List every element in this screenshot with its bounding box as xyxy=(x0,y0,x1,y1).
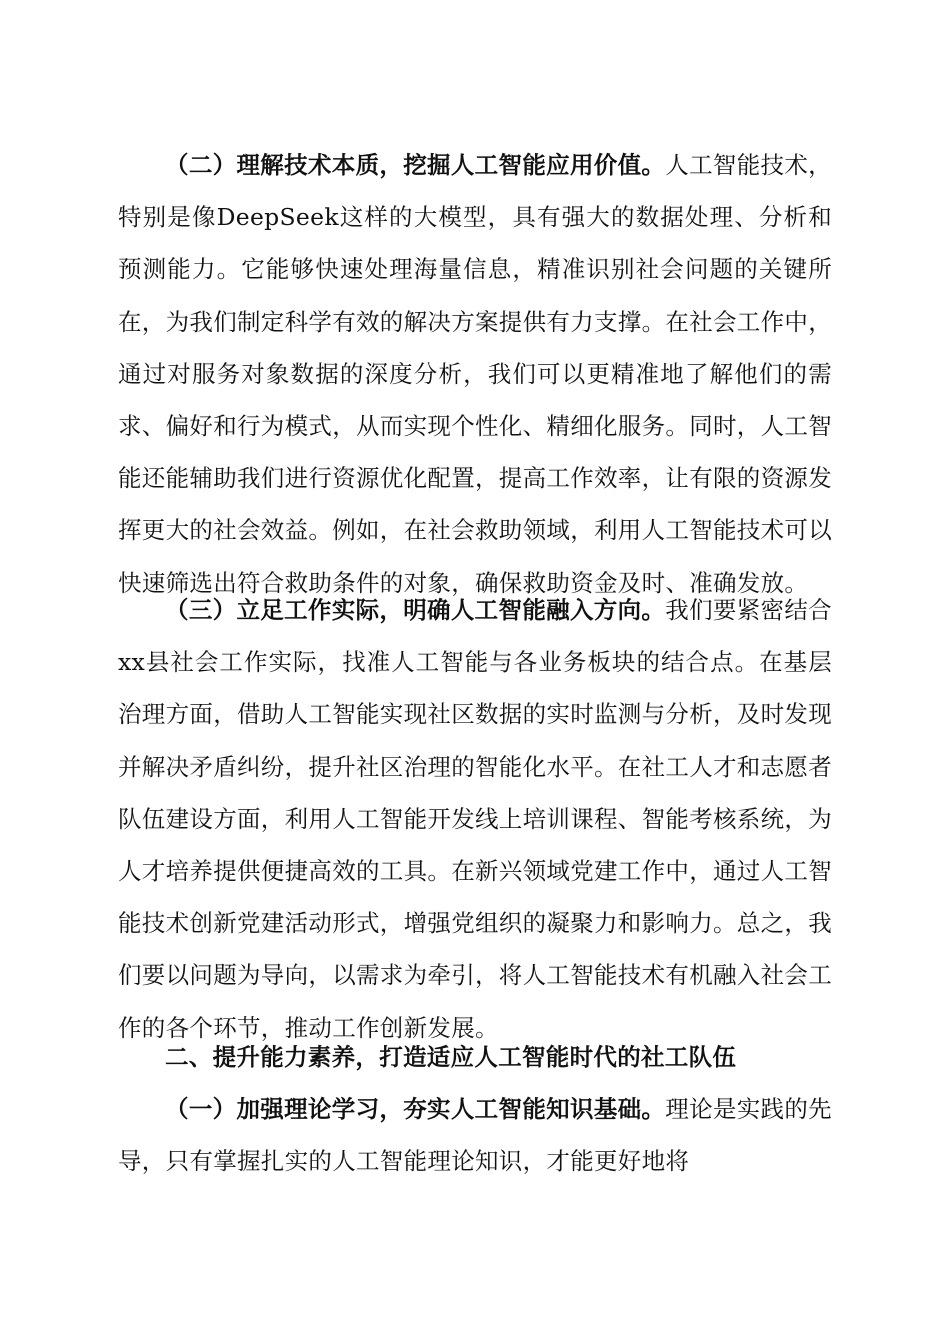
paragraph-body-text: 我们要紧密结合xx县社会工作实际，找准人工智能与各业务板块的结合点。在基层治理方面，借助人工智能实现社区数据的实时监测与分析，及时发现并解决矛盾纠纷，提升社区治理的智能化水平。在社工人才和志愿者队伍建设方面，利用人工智能开发线上培训课程、智能考核系统，为人才培养提供便捷高效的工具。在新兴领域党建工作中，通过人工智能技术创新党建活动形式，增强党组织的凝聚力和影响力。总之，我们要以问题为导向，以需求为牵引，将人工智能技术有机融入社会工作的各个环节，推动工作创新发展。 xyxy=(118,596,832,1042)
paragraph-body-text: 理论是实践的先导，只有掌握扎实的人工智能理论知识，才能更好地将 xyxy=(118,1095,832,1176)
paragraph-body-text: 人工智能技术，特别是像DeepSeek这样的大模型，具有强大的数据处理、分析和预测能力。它能够快速处理海量信息，精准识别社会问题的关键所在，为我们制定科学有效的解决方案提供有力支撑。在社会工作中，通过对服务对象数据的深度分析，我们可以更精准地了解他们的需求、偏好和行为模式，从而实现个性化、精细化服务。同时，人工智能还能辅助我们进行资源优化配置，提高工作效率，让有限的资源发挥更大的社会效益。例如，在社会救助领域，利用人工智能技术可以快速筛选出符合救助条件的对象，确保救助资金及时、准确发放。 xyxy=(118,151,832,597)
paragraph-lead-heading: （一）加强理论学习，夯实人工智能知识基础。 xyxy=(165,1095,666,1123)
paragraph-lead-heading: （二）理解技术本质，挖掘人工智能应用价值。 xyxy=(165,151,666,179)
section-heading: 二、提升能力素养，打造适应人工智能时代的社工队伍 xyxy=(165,1043,737,1071)
paragraph-theory-study xyxy=(118,1083,832,1187)
paragraph-understand-technology xyxy=(118,139,832,609)
paragraph-lead-heading: （三）立足工作实际，明确人工智能融入方向。 xyxy=(165,596,666,624)
paragraph-work-direction xyxy=(118,584,832,1054)
